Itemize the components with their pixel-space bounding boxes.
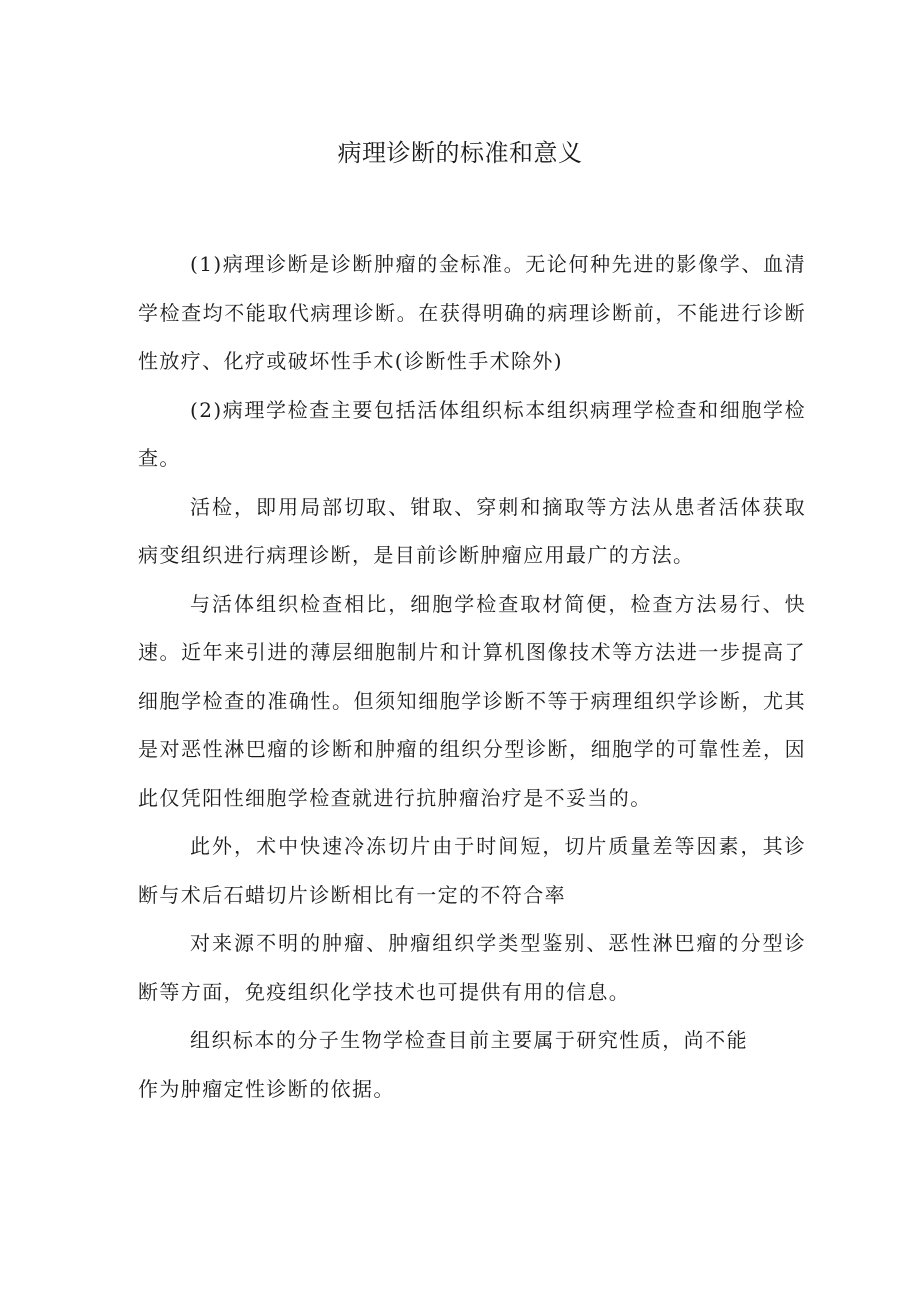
paragraph-immunohistochemistry: 对来源不明的肿瘤、肿瘤组织学类型鉴别、恶性淋巴瘤的分型诊断等方面，免疫组织化学技术也可提供有用的信息。: [138, 931, 806, 1004]
paragraph-molecular-biology: 组织标本的分子生物学检查目前主要属于研究性质，尚不能作为肿瘤定性诊断的依据。: [138, 1028, 748, 1101]
document-body: [138, 240, 806, 1113]
document-title: 病理诊断的标准和意义: [337, 139, 583, 167]
paragraph-pathology-exam-types: (2)病理学检查主要包括活体组织标本组织病理学检查和细胞学检查。: [138, 397, 806, 470]
paragraph-biopsy: 活检，即用局部切取、钳取、穿刺和摘取等方法从患者活体获取病变组织进行病理诊断，是目前诊断肿瘤应用最广的方法。: [138, 494, 806, 567]
paragraph-frozen-section: 此外，术中快速冷冻切片由于时间短，切片质量差等因素，其诊断与术后石蜡切片诊断相比有一定的不符合率: [138, 834, 806, 907]
paragraph-pathology-gold-standard: (1)病理诊断是诊断肿瘤的金标准。无论何种先进的影像学、血清学检查均不能取代病理诊断。在获得明确的病理诊断前，不能进行诊断性放疗、化疗或破坏性手术(诊断性手术除外): [138, 252, 806, 373]
paragraph-cytology: 与活体组织检查相比，细胞学检查取材简便，检查方法易行、快速。近年来引进的薄层细胞制片和计算机图像技术等方法进一步提高了细胞学检查的准确性。但须知细胞学诊断不等于病理组织学诊断，尤其是对恶性淋巴瘤的诊断和肿瘤的组织分型诊断，细胞学的可靠性差，因此仅凭阳性细胞学检查就进行抗肿瘤治疗是不妥当的。: [138, 591, 806, 810]
